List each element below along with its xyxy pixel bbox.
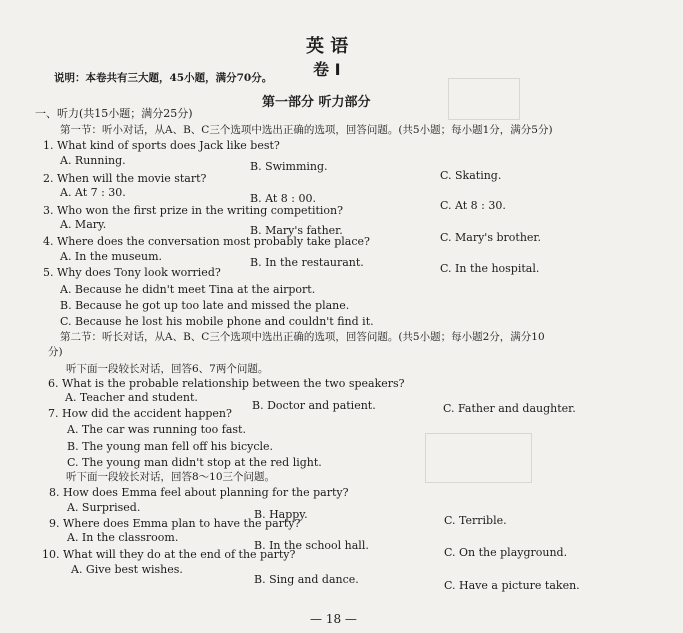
exam-note: 说明：本卷共有三大题，45小题，满分70分。 — [54, 72, 273, 84]
question-8: 8. How does Emma feel about planning for the party? — [49, 486, 349, 499]
option-3a: A. Mary. — [60, 218, 107, 231]
option-6b: B. Doctor and patient. — [252, 399, 376, 412]
option-4b: B. In the restaurant. — [250, 256, 364, 269]
question-4: 4. Where does the conversation most probably take place? — [43, 235, 370, 248]
question-5: 5. Why does Tony look worried? — [43, 266, 221, 279]
option-8b: B. Happy. — [254, 508, 308, 521]
option-7b: B. The young man fell off his bicycle. — [67, 440, 274, 453]
option-5c: C. Because he lost his mobile phone and couldn't find it. — [60, 315, 374, 328]
question-3: 3. Who won the first prize in the writing competition? — [43, 204, 344, 217]
question-1: 1. What kind of sports does Jack like best? — [43, 139, 280, 152]
option-7a: A. The car was running too fast. — [67, 423, 246, 436]
subject-title: 英 语 — [306, 36, 349, 57]
page-number: — 18 — — [310, 612, 357, 626]
option-5b: B. Because he got up too late and missed the plane. — [60, 299, 350, 312]
option-9a: A. In the classroom. — [67, 531, 179, 544]
option-9b: B. In the school hall. — [254, 539, 369, 552]
bleed-through-box — [448, 78, 520, 120]
option-9c: C. On the playground. — [444, 546, 568, 559]
dialogue-intro-6-7: 听下面一段较长对话，回答6、7两个问题。 — [66, 363, 269, 375]
option-3b: B. Mary's father. — [250, 224, 343, 237]
question-9: 9. Where does Emma plan to have the party? — [49, 517, 301, 530]
option-6c: C. Father and daughter. — [443, 402, 576, 415]
option-10c: C. Have a picture taken. — [444, 579, 580, 592]
question-7: 7. How did the accident happen? — [48, 407, 232, 420]
question-2: 2. When will the movie start? — [43, 172, 207, 185]
option-8c: C. Terrible. — [444, 514, 507, 527]
option-1b: B. Swimming. — [250, 160, 328, 173]
section-instruction-2: 第二节：听长对话，从A、B、C三个选项中选出正确的选项，回答问题。(共5小题；每小题2分，满分10 — [60, 331, 545, 343]
option-10a: A. Give best wishes. — [71, 563, 183, 576]
option-2b: B. At 8 : 00. — [250, 192, 316, 205]
question-6: 6. What is the probable relationship between the two speakers? — [48, 377, 405, 390]
option-10b: B. Sing and dance. — [254, 573, 359, 586]
option-3c: C. Mary's brother. — [440, 231, 541, 244]
dialogue-intro-8-10: 听下面一段较长对话，回答8～10三个问题。 — [66, 471, 276, 483]
part-title: 第一部分 听力部分 — [262, 95, 371, 110]
section-title: 一、听力(共15小题；满分25分) — [35, 107, 193, 120]
option-8a: A. Surprised. — [67, 501, 141, 514]
option-1c: C. Skating. — [440, 169, 502, 182]
option-4a: A. In the museum. — [60, 250, 163, 263]
option-2a: A. At 7 : 30. — [60, 186, 126, 199]
question-10: 10. What will they do at the end of the party? — [42, 548, 296, 561]
option-5a: A. Because he didn't meet Tina at the airport. — [60, 283, 316, 296]
option-6a: A. Teacher and student. — [65, 391, 198, 404]
option-4c: C. In the hospital. — [440, 262, 540, 275]
section-instruction-1: 第一节：听小对话，从A、B、C三个选项中选出正确的选项，回答问题。(共5小题；每小题1分，满分5分) — [60, 124, 553, 136]
volume-title: 卷 Ⅰ — [313, 60, 341, 79]
option-7c: C. The young man didn't stop at the red light. — [67, 456, 322, 469]
section-instruction-2-cont: 分) — [48, 346, 63, 358]
option-1a: A. Running. — [60, 154, 126, 167]
bleed-through-box — [425, 433, 532, 483]
option-2c: C. At 8 : 30. — [440, 199, 506, 212]
